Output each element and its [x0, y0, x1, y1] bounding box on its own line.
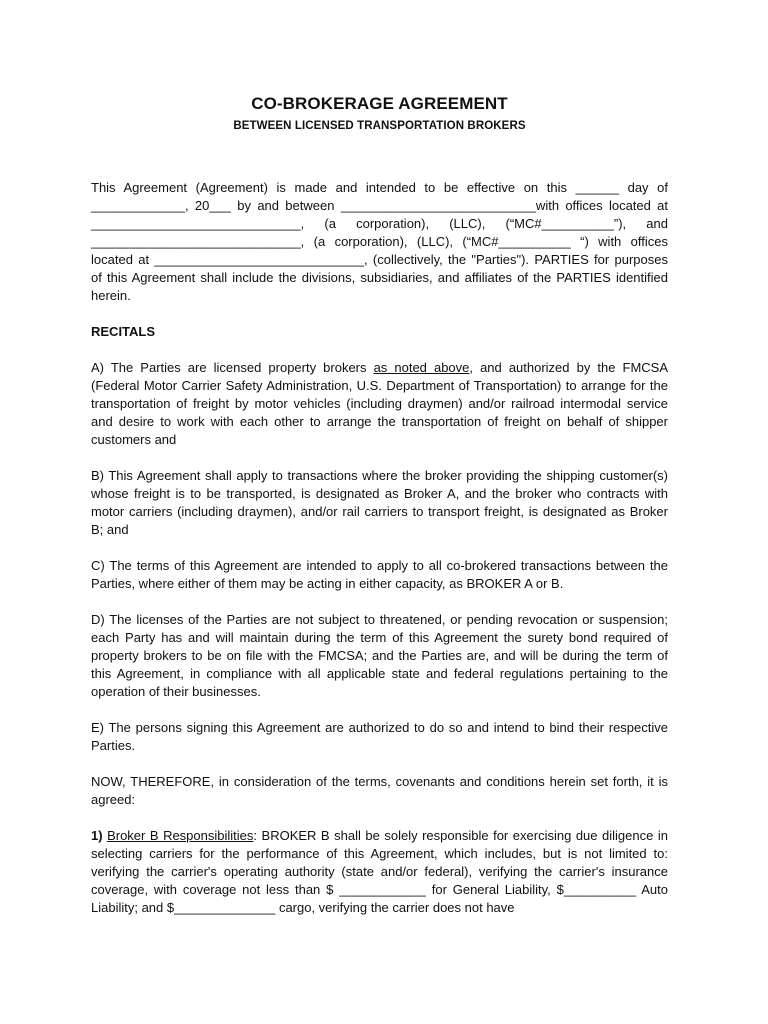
recital-a [91, 359, 668, 449]
recital-a-underlined: as noted above [373, 360, 470, 375]
recital-d: D) The licenses of the Parties are not subject to threatened, or pending revocation or suspension; each Party has and will maintain during the term of this Agreement the surety bond required of property brokers to be on file with the FMCSA; and the Parties are, and will be during the term of this Agreement, in compliance with all applicable state and federal regulations pertaining to the operation of their businesses. [91, 612, 668, 699]
recital-a-post: , and authorized by the FMCSA (Federal Motor Carrier Safety Administration, U.S. Department of Transportation) to arrange for the transportation of freight by motor vehicles (including draymen) and/or railroad intermodal service and desire to work with each other to arrange the transportation of freight on behalf of shipper customers and [91, 360, 669, 447]
document-subtitle: BETWEEN LICENSED TRANSPORTATION BROKERS [233, 120, 526, 132]
section-1-number: 1) [91, 828, 103, 843]
recital-e: E) The persons signing this Agreement are authorized to do so and intend to bind their respective Parties. [91, 720, 668, 753]
recitals-heading: RECITALS [91, 324, 156, 339]
recital-c: C) The terms of this Agreement are intended to apply to all co-brokered transactions between the Parties, where either of them may be acting in either capacity, as BROKER A or B. [91, 558, 668, 591]
section-1-body: : BROKER B shall be solely responsible for exercising due diligence in selecting carriers for the performance of this Agreement, which includes, but is not limited to: verifying the carrier's operating authority (state and/or federal), verifying the carrier's insurance coverage, with coverage not less than $ ____________ for General Liability, $__________ Auto Liability; and $______________ cargo, verifying the carrier does not have [91, 828, 668, 915]
section-1-paragraph [91, 827, 668, 917]
now-therefore-paragraph: NOW, THEREFORE, in consideration of the terms, covenants and conditions herein set forth, it is agreed: [91, 774, 668, 807]
intro-paragraph: This Agreement (Agreement) is made and intended to be effective on this ______ day of _____________, 20___ by and between ___________________________with offices located at _____________________________, (a corporation), (LLC), (“MC#__________”), and _____________________________, (a corporation), (LLC), (“MC#__________ “) with offices located at _____________________________, (collectively, the "Parties"). PARTIES for purposes of this Agreement shall include the divisions, subsidiaries, and affiliates of the PARTIES identified herein. [91, 180, 668, 303]
document-title: CO-BROKERAGE AGREEMENT [251, 94, 508, 113]
recital-a-pre: A) The Parties are licensed property brokers [91, 360, 374, 375]
recital-b: B) This Agreement shall apply to transactions where the broker providing the shipping customer(s) whose freight is to be transported, is designated as Broker A, and the broker who contracts with motor carriers (including draymen), and/or rail carriers to transport freight, is designated as Broker B; and [91, 468, 668, 537]
section-1-heading: Broker B Responsibilities [107, 828, 254, 843]
